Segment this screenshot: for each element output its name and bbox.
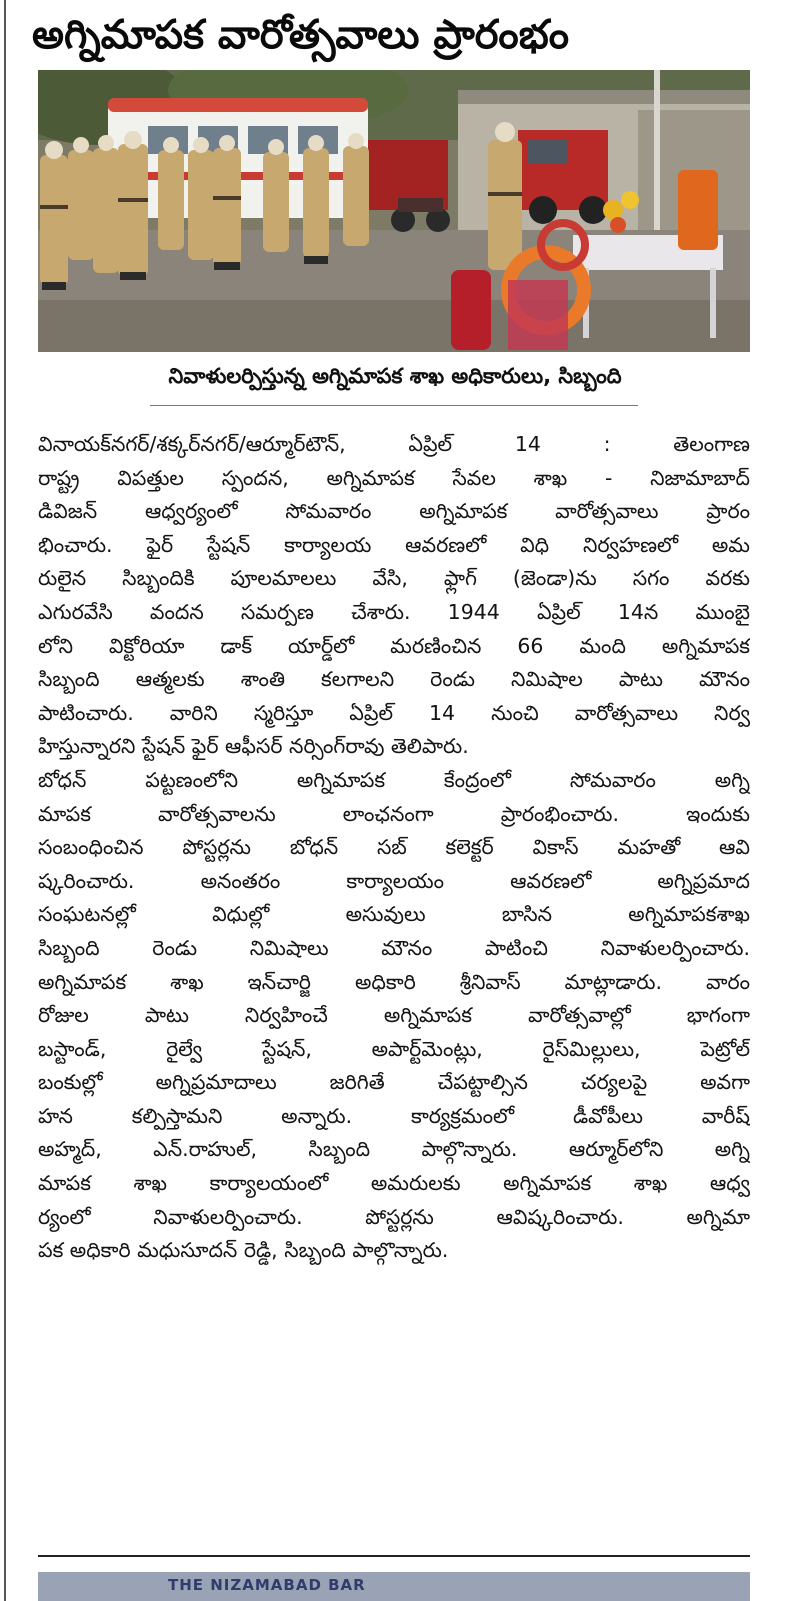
- photo-caption: నివాళులర్పిస్తున్న అగ్నిమాపక శాఖ అధికారులు, సిబ్బంది: [168, 364, 622, 388]
- body-line: రులైన సిబ్బందికి పూలమాలలు వేసి, ఫ్లాగ్‌ (జెండా)ను సగం వరకు: [38, 566, 750, 591]
- body-line: సిబ్బంది రెండు నిమిషాలు మౌనం పాటించి నివాళులర్పించారు.: [38, 935, 750, 960]
- body-line: పాటించారు. వారిని స్మరిస్తూ ఏప్రిల్‌ 14 నుంచి వారోత్సవాలు నిర్వ: [38, 700, 750, 725]
- body-line: లోని విక్టోరియా డాక్‌ యార్డ్‌లో మరణించిన 66 మంది అగ్నిమాపక: [38, 633, 750, 658]
- body-line: మాపక వారోత్సవాలను లాంఛనంగా ప్రారంభించారు. ఇందుకు: [38, 801, 750, 826]
- body-line: ర్యంలో నివాళులర్పించారు. పోస్టర్లను ఆవిష్కరించారు. అగ్నిమా: [38, 1204, 750, 1229]
- body-line: సంఘటనల్లో విధుల్లో అసువులు బాసిన అగ్నిమాపకశాఖ: [38, 902, 750, 927]
- section-divider: [38, 1555, 750, 1557]
- body-line: బోధన్‌ పట్టణంలోని అగ్నిమాపక కేంద్రంలో సోమవారం అగ్ని: [38, 767, 750, 792]
- body-line: హన కల్పిస్తామని అన్నారు. కార్యక్రమంలో డీవోపీలు వారీష్‌: [38, 1103, 750, 1128]
- body-line: ఎగురవేసి వందన సమర్పణ చేశారు. 1944 ఏప్రిల్‌ 14న ముంబై: [38, 599, 750, 624]
- body-line: రోజుల పాటు నిర్వహించే అగ్నిమాపక వారోత్సవాల్లో భాగంగా: [38, 1003, 750, 1028]
- body-line: వినాయక్‌నగర్‌/శక్కర్‌నగర్‌/ఆర్మూర్‌టౌన్‌, ఏప్రిల్‌ 14 : తెలంగాణ: [38, 432, 750, 456]
- body-line: హిస్తున్నారని స్టేషన్‌ ఫైర్‌ ఆఫీసర్‌ నర్సింగ్‌రావు తెలిపారు.: [38, 734, 469, 759]
- body-line: పక అధికారి మధుసూదన్‌ రెడ్డి, సిబ్బంది పాల్గొన్నారు.: [38, 1238, 449, 1263]
- body-line: భించారు. ఫైర్‌ స్టేషన్‌ కార్యాలయ ఆవరణలో విధి నిర్వహణలో అమ: [38, 532, 750, 557]
- article-body: [38, 428, 750, 1508]
- body-line: అహ్మద్‌, ఎన్‌.రాహుల్‌, సిబ్బంది పాల్గొన్నారు. ఆర్మూర్‌లోని అగ్ని: [38, 1137, 750, 1162]
- body-line: అగ్నిమాపక శాఖ ఇన్‌చార్జి అధికారి శ్రీనివాస్‌ మాట్లాడారు. వారం: [38, 969, 750, 994]
- body-line: సంబంధించిన పోస్టర్లను బోధన్‌ సబ్‌ కలెక్టర్‌ వికాస్‌ మహతో ఆవి: [38, 835, 750, 860]
- body-line: రాష్ట్ర విపత్తుల స్పందన, అగ్నిమాపక సేవల శాఖ - నిజామాబాద్‌: [38, 465, 750, 490]
- body-line: ష్కరించారు. అనంతరం కార్యాలయం ఆవరణలో అగ్నిప్రమాద: [38, 868, 750, 893]
- caption-divider: [150, 405, 638, 406]
- body-line: సిబ్బంది ఆత్మలకు శాంతి కలగాలని రెండు నిమిషాల పాటు మౌనం: [38, 667, 750, 692]
- body-line: మాపక శాఖ కార్యాలయంలో అమరులకు అగ్నిమాపక శాఖ ఆధ్వ: [38, 1171, 750, 1196]
- firefighters-salute-photo: [38, 70, 750, 352]
- body-line: బంకుల్లో అగ్నిప్రమాదాలు జరిగితే చేపట్టాల్సిన చర్యలపై అవగా: [38, 1070, 750, 1095]
- article-headline: అగ్నిమాపక వారోత్సవాలు ప్రారంభం: [32, 12, 569, 58]
- body-line: బస్టాండ్‌, రైల్వే స్టేషన్‌, అపార్ట్‌మెంట్లు, రైస్‌మిల్లులు, పెట్రోల్‌: [38, 1036, 750, 1061]
- body-line: డివిజన్‌ ఆధ్వర్యంలో సోమవారం అగ్నిమాపక వారోత్సవాలు ప్రారం: [38, 499, 750, 524]
- next-photo-sign-text: THE NIZAMABAD BAR: [168, 1576, 366, 1594]
- cropped-photo: [38, 1572, 750, 1601]
